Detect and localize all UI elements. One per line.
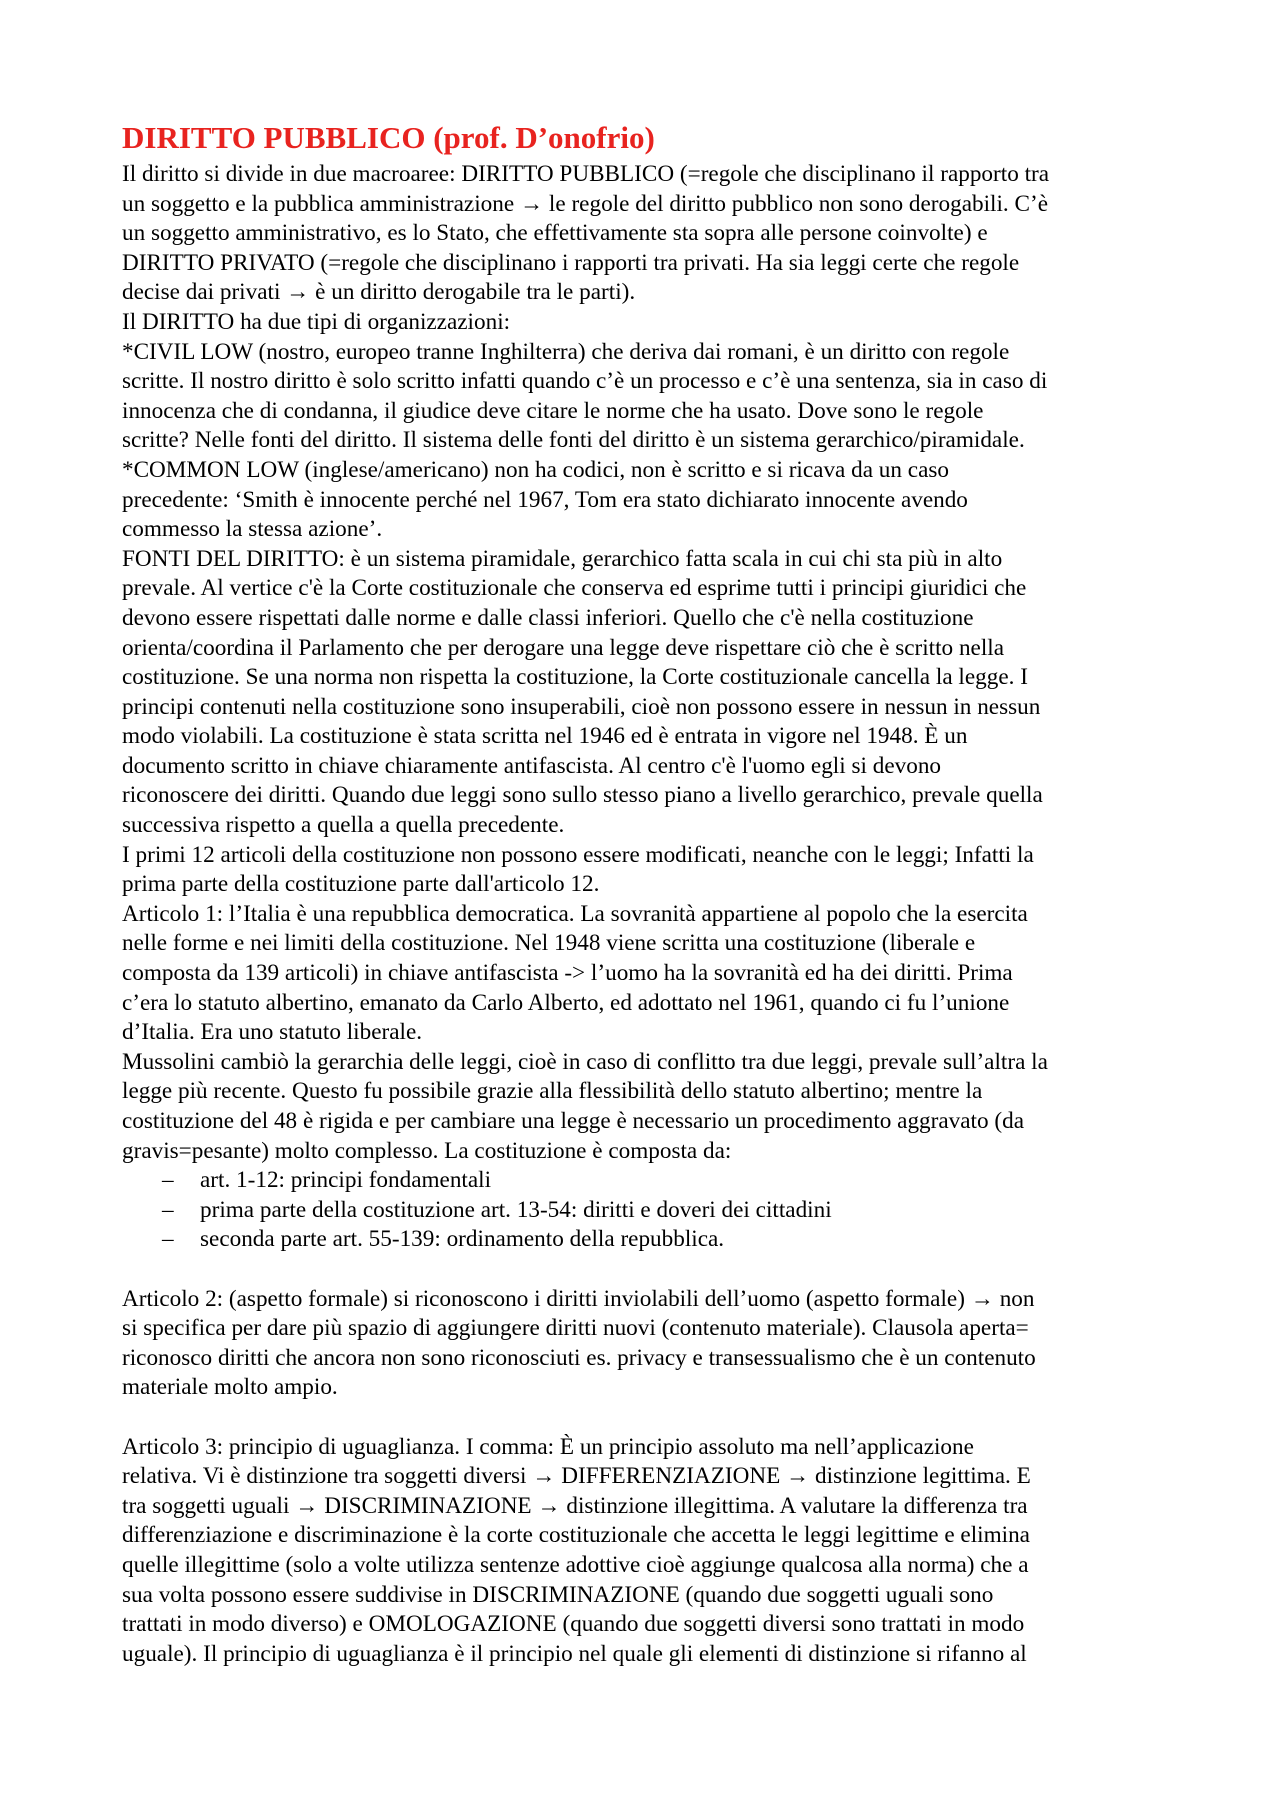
- paragraph-spacer: [122, 1255, 1168, 1285]
- text-line: uguale). Il principio di uguaglianza è il principio nel quale gli elementi di distinzione si rifanno al: [122, 1640, 1027, 1667]
- text-line: d’Italia. Era uno statuto liberale.: [122, 1019, 423, 1046]
- text-line: prevale. Al vertice c'è la Corte costituzionale che conserva ed esprime tutti i principi giuridici che: [122, 575, 1027, 602]
- text-line: un soggetto e la pubblica amministrazione → le regole del diritto pubblico non sono derogabili. C’è: [122, 190, 1048, 217]
- list-item-text: seconda parte art. 55-139: ordinamento della repubblica.: [200, 1226, 725, 1253]
- text-line: Articolo 2: (aspetto formale) si riconoscono i diritti inviolabili dell’uomo (aspetto formale) → non: [122, 1285, 1035, 1312]
- text-line: composta da 139 articoli) in chiave antifascista -> l’uomo ha la sovranità ed ha dei diritti. Prima: [122, 960, 1013, 987]
- text-line: quelle illegittime (solo a volte utilizza sentenze adottive cioè aggiunge qualcosa alla norma) che a: [122, 1551, 1029, 1578]
- text-line: nelle forme e nei limiti della costituzione. Nel 1948 viene scritta una costituzione (liberale e: [122, 930, 976, 957]
- text-block-article-2: [122, 1285, 1168, 1403]
- text-line: riconosco diritti che ancora non sono riconosciuti es. privacy e transessualismo che è un contenuto: [122, 1344, 1036, 1371]
- text-line: trattati in modo diverso) e OMOLOGAZIONE (quando due soggetti diversi sono trattati in modo: [122, 1611, 1025, 1638]
- text-line: modo violabili. La costituzione è stata scritta nel 1946 ed è entrata in vigore nel 1948. È un: [122, 723, 968, 750]
- text-line: relativa. Vi è distinzione tra soggetti diversi → DIFFERENZIAZIONE → distinzione legittima. E: [122, 1463, 1031, 1490]
- document-page: [122, 118, 1168, 1669]
- text-line: prima parte della costituzione parte dall'articolo 12.: [122, 871, 600, 898]
- list-item: [122, 1196, 1168, 1226]
- text-line: devono essere rispettati dalle norme e dalle classi inferiori. Quello che c'è nella costituzione: [122, 604, 974, 631]
- text-line: documento scritto in chiave chiaramente antifascista. Al centro c'è l'uomo egli si devono: [122, 752, 942, 779]
- text-line: scritte? Nelle fonti del diritto. Il sistema delle fonti del diritto è un sistema gerarchico/piramidale.: [122, 427, 1025, 454]
- text-line: precedente: ‘Smith è innocente perché nel 1967, Tom era stato dichiarato innocente avendo: [122, 486, 968, 513]
- list-item-text: prima parte della costituzione art. 13-54: diritti e doveri dei cittadini: [200, 1196, 832, 1223]
- text-line: c’era lo statuto albertino, emanato da Carlo Alberto, ed adottato nel 1961, quando ci fu l’unione: [122, 989, 1010, 1016]
- text-line: DIRITTO PRIVATO (=regole che disciplinano i rapporti tra privati. Ha sia leggi certe che regole: [122, 249, 1020, 276]
- text-line: *CIVIL LOW (nostro, europeo tranne Inghilterra) che deriva dai romani, è un diritto con regole: [122, 338, 1010, 365]
- bullet-marker: –: [162, 1196, 174, 1223]
- text-block-intro: [122, 160, 1168, 1166]
- text-line: Articolo 3: principio di uguaglianza. I comma: È un principio assoluto ma nell’applicazione: [122, 1433, 974, 1460]
- text-line: scritte. Il nostro diritto è solo scritto infatti quando c’è un processo e c’è una sentenza, sia in caso di: [122, 368, 1048, 395]
- text-line: tra soggetti uguali → DISCRIMINAZIONE → distinzione illegittima. A valutare la differenza tra: [122, 1492, 1028, 1519]
- text-line: Mussolini cambiò la gerarchia delle leggi, cioè in caso di conflitto tra due leggi, prevale sull’altra la: [122, 1048, 1048, 1075]
- bullet-marker: –: [162, 1167, 174, 1194]
- paragraph-spacer: [122, 1403, 1168, 1433]
- list-item-text: art. 1-12: principi fondamentali: [200, 1167, 492, 1194]
- text-line: differenziazione e discriminazione è la corte costituzionale che accetta le leggi legittime e elimina: [122, 1522, 1030, 1549]
- text-line: un soggetto amministrativo, es lo Stato, che effettivamente sta sopra alle persone coinvolte) e: [122, 220, 988, 247]
- text-line: principi contenuti nella costituzione sono insuperabili, cioè non possono essere in nessun in nessun: [122, 693, 1041, 720]
- text-line: gravis=pesante) molto complesso. La costituzione è composta da:: [122, 1137, 732, 1164]
- text-line: legge più recente. Questo fu possibile grazie alla flessibilità dello statuto albertino; mentre la: [122, 1078, 983, 1105]
- text-line: commesso la stessa azione’.: [122, 516, 383, 543]
- list-item: [122, 1225, 1168, 1255]
- text-line: costituzione. Se una norma non rispetta la costituzione, la Corte costituzionale cancella la legge. I: [122, 664, 1028, 691]
- text-line: orienta/coordina il Parlamento che per derogare una legge deve rispettare ciò che è scritto nella: [122, 634, 1005, 661]
- text-line: si specifica per dare più spazio di aggiungere diritti nuovi (contenuto materiale). Clausola aperta=: [122, 1315, 1029, 1342]
- text-line: innocenza che di condanna, il giudice deve citare le norme che ha usato. Dove sono le regole: [122, 397, 984, 424]
- text-line: riconoscere dei diritti. Quando due leggi sono sullo stesso piano a livello gerarchico, prevale quella: [122, 782, 1043, 809]
- list-item: [122, 1166, 1168, 1196]
- text-line: Articolo 1: l’Italia è una repubblica democratica. La sovranità appartiene al popolo che la esercita: [122, 900, 1028, 927]
- text-line: Il diritto si divide in due macroaree: DIRITTO PUBBLICO (=regole che disciplinano il rapporto tra: [122, 161, 1050, 187]
- text-line: FONTI DEL DIRITTO: è un sistema piramidale, gerarchico fatta scala in cui chi sta più in alto: [122, 545, 1003, 572]
- bullet-marker: –: [162, 1226, 174, 1253]
- text-line: I primi 12 articoli della costituzione non possono essere modificati, neanche con le leggi; Infatti la: [122, 841, 1034, 868]
- text-line: sua volta possono essere suddivise in DISCRIMINAZIONE (quando due soggetti uguali sono: [122, 1581, 994, 1608]
- text-line: materiale molto ampio.: [122, 1374, 338, 1401]
- text-line: costituzione del 48 è rigida e per cambiare una legge è necessario un procedimento aggravato (da: [122, 1108, 1024, 1134]
- text-line: decise dai privati → è un diritto derogabile tra le parti).: [122, 279, 636, 306]
- document-title: DIRITTO PUBBLICO (prof. D’onofrio): [122, 120, 655, 155]
- text-line: *COMMON LOW (inglese/americano) non ha codici, non è scritto e si ricava da un caso: [122, 456, 949, 483]
- text-line: Il DIRITTO ha due tipi di organizzazioni:: [122, 308, 511, 335]
- text-block-article-3: [122, 1433, 1168, 1670]
- text-line: successiva rispetto a quella a quella precedente.: [122, 812, 565, 839]
- constitution-parts-list: [122, 1166, 1168, 1255]
